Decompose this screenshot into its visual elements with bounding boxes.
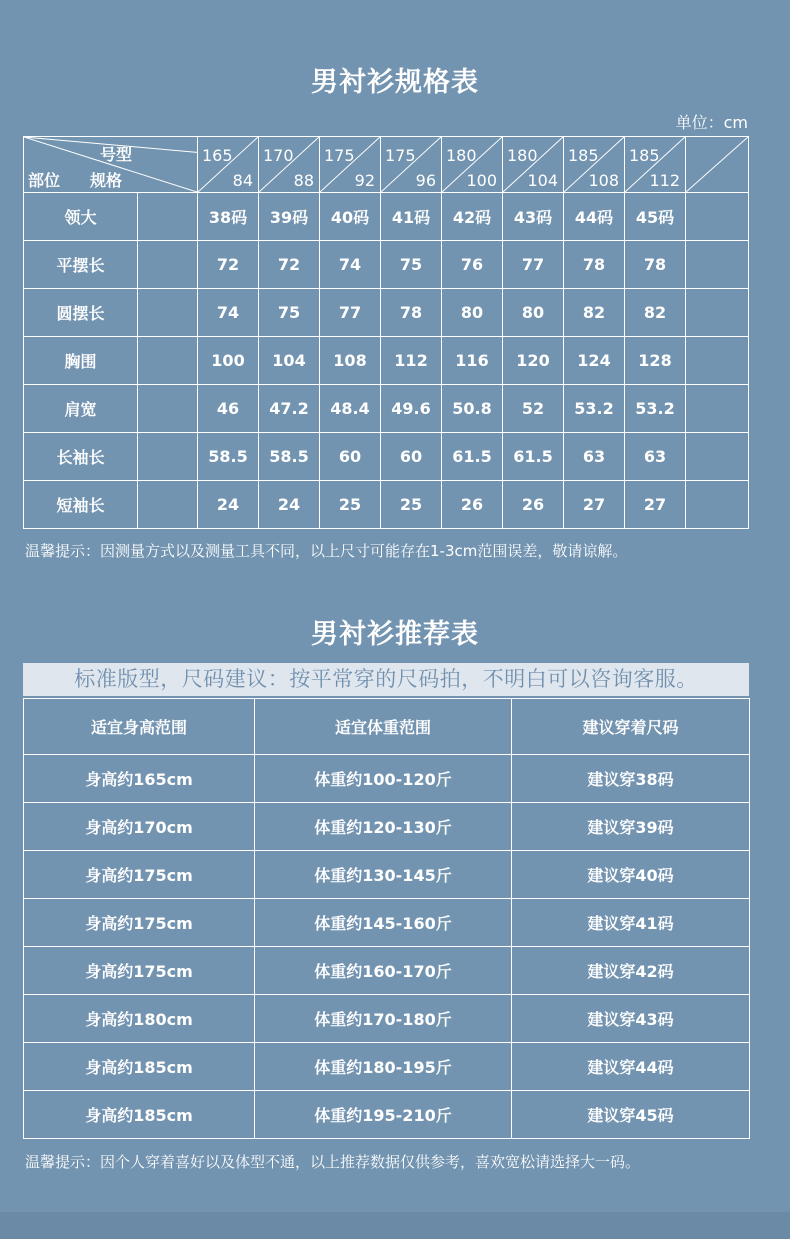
size-value-cell: 53.2 xyxy=(625,385,686,433)
size-value-cell: 50.8 xyxy=(442,385,503,433)
size-value-cell: 39码 xyxy=(259,193,320,241)
recommend-cell: 建议穿39码 xyxy=(512,803,750,851)
recommend-cell: 身高约185cm xyxy=(24,1091,255,1139)
size-value-cell: 60 xyxy=(381,433,442,481)
recommend-cell: 建议穿40码 xyxy=(512,851,750,899)
corner-label-part: 部位 xyxy=(28,171,61,190)
size-value-cell: 42码 xyxy=(442,193,503,241)
blank-cell xyxy=(138,385,198,433)
recommend-cell: 身高约175cm xyxy=(24,899,255,947)
blank-cell xyxy=(138,193,198,241)
size-row xyxy=(24,337,749,385)
size-value-cell: 25 xyxy=(320,481,381,529)
size-value-cell: 61.5 xyxy=(503,433,564,481)
column-height-label: 180 xyxy=(507,146,538,165)
size-value-cell: 78 xyxy=(381,289,442,337)
size-value-cell: 128 xyxy=(625,337,686,385)
size-value-cell: 82 xyxy=(625,289,686,337)
size-value-cell: 61.5 xyxy=(442,433,503,481)
corner-label-size-type: 号型 xyxy=(100,145,133,164)
blank-cell xyxy=(686,385,749,433)
recommend-row xyxy=(24,1043,750,1091)
column-height-label: 175 xyxy=(385,146,416,165)
recommend-header-cell: 适宜体重范围 xyxy=(255,699,512,755)
size-column-header xyxy=(625,137,686,193)
recommend-cell: 建议穿41码 xyxy=(512,899,750,947)
size-value-cell: 78 xyxy=(625,241,686,289)
size-value-cell: 75 xyxy=(259,289,320,337)
size-value-cell: 41码 xyxy=(381,193,442,241)
size-value-cell: 108 xyxy=(320,337,381,385)
size-value-cell: 44码 xyxy=(564,193,625,241)
recommend-cell: 身高约165cm xyxy=(24,755,255,803)
size-value-cell: 52 xyxy=(503,385,564,433)
blank-cell xyxy=(138,433,198,481)
recommend-cell: 体重约160-170斤 xyxy=(255,947,512,995)
size-value-cell: 45码 xyxy=(625,193,686,241)
column-chest-label: 108 xyxy=(588,171,619,190)
size-value-cell: 74 xyxy=(198,289,259,337)
column-chest-label: 104 xyxy=(527,171,558,190)
size-row xyxy=(24,385,749,433)
column-chest-label: 84 xyxy=(232,171,253,190)
blank-cell xyxy=(686,433,749,481)
size-column-header xyxy=(320,137,381,193)
size-row xyxy=(24,241,749,289)
size-value-cell: 100 xyxy=(198,337,259,385)
recommend-cell: 建议穿43码 xyxy=(512,995,750,1043)
measurement-label: 领大 xyxy=(24,193,138,241)
size-column-header xyxy=(381,137,442,193)
size-row xyxy=(24,193,749,241)
recommend-table xyxy=(23,698,750,1139)
recommend-cell: 建议穿45码 xyxy=(512,1091,750,1139)
size-value-cell: 124 xyxy=(564,337,625,385)
blank-cell xyxy=(686,241,749,289)
column-height-label: 185 xyxy=(568,146,599,165)
column-height-label: 170 xyxy=(263,146,294,165)
size-column-header xyxy=(442,137,503,193)
measurement-label: 短袖长 xyxy=(24,481,138,529)
recommend-row xyxy=(24,947,750,995)
size-value-cell: 48.4 xyxy=(320,385,381,433)
column-height-label: 180 xyxy=(446,146,477,165)
recommend-row xyxy=(24,899,750,947)
column-height-label: 185 xyxy=(629,146,660,165)
recommend-cell: 建议穿42码 xyxy=(512,947,750,995)
size-value-cell: 120 xyxy=(503,337,564,385)
size-value-cell: 38码 xyxy=(198,193,259,241)
size-value-cell: 27 xyxy=(625,481,686,529)
recommend-row xyxy=(24,1091,750,1139)
blank-cell xyxy=(138,481,198,529)
size-value-cell: 24 xyxy=(259,481,320,529)
recommend-banner: 标准版型，尺码建议：按平常穿的尺码拍，不明白可以咨询客服。 xyxy=(23,663,749,696)
footer-band xyxy=(0,1212,790,1239)
recommend-header-cell: 适宜身高范围 xyxy=(24,699,255,755)
size-value-cell: 43码 xyxy=(503,193,564,241)
size-value-cell: 72 xyxy=(259,241,320,289)
size-value-cell: 26 xyxy=(442,481,503,529)
size-value-cell: 27 xyxy=(564,481,625,529)
size-value-cell: 63 xyxy=(564,433,625,481)
size-value-cell: 77 xyxy=(320,289,381,337)
size-chart-note: 温馨提示：因测量方式以及测量工具不同，以上尺寸可能存在1-3cm范围误差，敬请谅解。 xyxy=(25,542,628,560)
size-row xyxy=(24,481,749,529)
size-value-cell: 112 xyxy=(381,337,442,385)
size-value-cell: 82 xyxy=(564,289,625,337)
recommend-cell: 身高约175cm xyxy=(24,947,255,995)
size-value-cell: 26 xyxy=(503,481,564,529)
recommend-cell: 体重约180-195斤 xyxy=(255,1043,512,1091)
size-value-cell: 25 xyxy=(381,481,442,529)
size-header-row xyxy=(24,137,749,193)
recommend-chart-title: 男衬衫推荐表 xyxy=(311,619,479,650)
measurement-label: 平摆长 xyxy=(24,241,138,289)
size-value-cell: 76 xyxy=(442,241,503,289)
size-value-cell: 116 xyxy=(442,337,503,385)
recommend-chart-note: 温馨提示：因个人穿着喜好以及体型不通，以上推荐数据仅供参考，喜欢宽松请选择大一码。 xyxy=(25,1153,641,1171)
recommend-cell: 体重约130-145斤 xyxy=(255,851,512,899)
blank-cell xyxy=(686,193,749,241)
size-value-cell: 75 xyxy=(381,241,442,289)
column-chest-label: 88 xyxy=(293,171,314,190)
recommend-cell: 建议穿38码 xyxy=(512,755,750,803)
recommend-cell: 身高约175cm xyxy=(24,851,255,899)
size-column-header xyxy=(259,137,320,193)
size-value-cell: 40码 xyxy=(320,193,381,241)
size-value-cell: 104 xyxy=(259,337,320,385)
size-value-cell: 58.5 xyxy=(198,433,259,481)
size-column-header xyxy=(198,137,259,193)
size-chart-table xyxy=(23,136,749,529)
recommend-row xyxy=(24,995,750,1043)
recommend-cell: 身高约170cm xyxy=(24,803,255,851)
blank-cell xyxy=(138,241,198,289)
column-height-label: 175 xyxy=(324,146,355,165)
size-value-cell: 58.5 xyxy=(259,433,320,481)
size-row xyxy=(24,433,749,481)
diagonal-divider xyxy=(686,137,748,192)
size-column-header xyxy=(564,137,625,193)
size-value-cell: 80 xyxy=(442,289,503,337)
size-value-cell: 47.2 xyxy=(259,385,320,433)
measurement-label: 肩宽 xyxy=(24,385,138,433)
size-row xyxy=(24,289,749,337)
recommend-cell: 体重约100-120斤 xyxy=(255,755,512,803)
recommend-cell: 体重约145-160斤 xyxy=(255,899,512,947)
size-value-cell: 74 xyxy=(320,241,381,289)
measurement-label: 胸围 xyxy=(24,337,138,385)
size-column-header xyxy=(503,137,564,193)
blank-cell xyxy=(686,481,749,529)
size-value-cell: 49.6 xyxy=(381,385,442,433)
size-chart-title: 男衬衫规格表 xyxy=(311,67,479,98)
blank-cell xyxy=(686,289,749,337)
size-value-cell: 78 xyxy=(564,241,625,289)
blank-cell xyxy=(138,289,198,337)
blank-cell xyxy=(686,337,749,385)
recommend-cell: 身高约180cm xyxy=(24,995,255,1043)
recommend-cell: 身高约185cm xyxy=(24,1043,255,1091)
measurement-label: 长袖长 xyxy=(24,433,138,481)
recommend-cell: 体重约170-180斤 xyxy=(255,995,512,1043)
recommend-cell: 建议穿44码 xyxy=(512,1043,750,1091)
size-value-cell: 80 xyxy=(503,289,564,337)
recommend-cell: 体重约195-210斤 xyxy=(255,1091,512,1139)
recommend-cell: 体重约120-130斤 xyxy=(255,803,512,851)
recommend-row xyxy=(24,803,750,851)
empty-header-cell xyxy=(686,137,749,193)
column-chest-label: 96 xyxy=(415,171,436,190)
size-value-cell: 77 xyxy=(503,241,564,289)
column-height-label: 165 xyxy=(202,146,233,165)
size-value-cell: 24 xyxy=(198,481,259,529)
column-chest-label: 92 xyxy=(354,171,375,190)
column-chest-label: 112 xyxy=(649,171,680,190)
column-chest-label: 100 xyxy=(466,171,497,190)
unit-label: 单位：cm xyxy=(675,113,748,132)
size-value-cell: 63 xyxy=(625,433,686,481)
recommend-header-row xyxy=(24,699,750,755)
measurement-label: 圆摆长 xyxy=(24,289,138,337)
corner-header-cell xyxy=(24,137,198,193)
size-value-cell: 72 xyxy=(198,241,259,289)
recommend-header-cell: 建议穿着尺码 xyxy=(512,699,750,755)
size-value-cell: 53.2 xyxy=(564,385,625,433)
size-value-cell: 60 xyxy=(320,433,381,481)
recommend-row xyxy=(24,755,750,803)
recommend-row xyxy=(24,851,750,899)
size-value-cell: 46 xyxy=(198,385,259,433)
corner-label-spec: 规格 xyxy=(90,171,123,190)
blank-cell xyxy=(138,337,198,385)
